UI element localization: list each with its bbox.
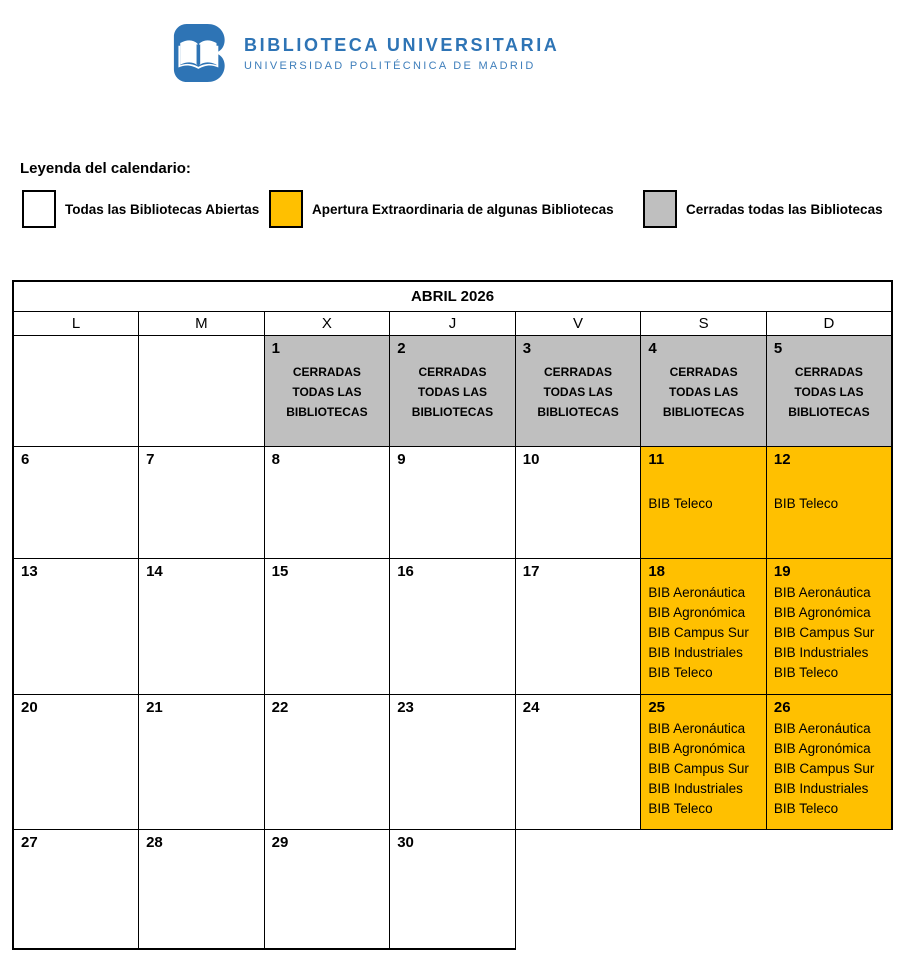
day-cell-15	[264, 559, 390, 695]
brand-subtitle: UNIVERSIDAD POLITÉCNICA DE MADRID	[244, 59, 536, 72]
day-cell-5	[766, 336, 892, 447]
day-number: 7	[146, 451, 155, 468]
day-number: 13	[21, 563, 38, 580]
open-library-item: BIB Campus Sur	[773, 625, 875, 640]
day-cell-3	[515, 336, 641, 447]
day-number: 23	[397, 699, 414, 716]
day-cell-24	[515, 695, 641, 830]
legend-item-open	[22, 190, 259, 228]
calendar-week-row-1	[13, 336, 892, 447]
closed-all-libraries-label: CERRADAS TODAS LAS BIBLIOTECAS	[411, 365, 494, 419]
day-number: 4	[648, 340, 657, 357]
calendar-table	[12, 280, 893, 950]
day-cell-7	[139, 447, 265, 559]
legend-swatch-closed	[643, 190, 677, 228]
brand-title: BIBLIOTECA UNIVERSITARIA	[244, 34, 560, 55]
weekday-header-J: J	[390, 312, 516, 336]
open-library-item: BIB Campus Sur	[648, 625, 749, 640]
closed-all-libraries-label: CERRADAS TODAS LAS BIBLIOTECAS	[788, 365, 870, 419]
open-library-item: BIB Campus Sur	[773, 761, 875, 776]
open-library-list	[641, 582, 766, 683]
weekday-header-X: X	[264, 312, 390, 336]
calendar-week-row-5	[13, 830, 892, 949]
day-number: 19	[773, 563, 791, 580]
day-cell-2	[390, 336, 516, 447]
open-library-list	[767, 582, 891, 683]
day-cell-28	[139, 830, 265, 949]
day-number: 14	[146, 563, 163, 580]
closed-all-libraries-label: CERRADAS TODAS LAS BIBLIOTECAS	[286, 365, 368, 419]
day-cell-14	[139, 559, 265, 695]
weekday-header-row	[13, 312, 892, 336]
legend-swatch-extraordinary	[269, 190, 303, 228]
weekday-header-D: D	[766, 312, 892, 336]
day-cell-9	[390, 447, 516, 559]
open-library-item: BIB Agronómica	[773, 741, 871, 756]
open-library-item: BIB Aeronáutica	[773, 585, 871, 600]
open-library-item: BIB Aeronáutica	[648, 721, 746, 736]
open-library-item: BIB Industriales	[773, 781, 869, 796]
legend-item-closed	[643, 190, 883, 228]
open-library-item: BIB Teleco	[648, 496, 713, 511]
day-number: 3	[522, 340, 532, 357]
day-cell-27	[13, 830, 139, 949]
open-library-item: BIB Aeronáutica	[648, 585, 746, 600]
weekday-header-V: V	[515, 312, 641, 336]
open-library-list	[767, 493, 891, 514]
day-cell-23	[390, 695, 516, 830]
day-number: 24	[522, 699, 540, 716]
legend-item-extraordinary	[269, 190, 614, 228]
open-library-item: BIB Agronómica	[648, 741, 746, 756]
day-number: 9	[397, 451, 406, 468]
day-cell-26	[766, 695, 892, 830]
weekday-header-L: L	[13, 312, 139, 336]
legend-swatch-open	[22, 190, 56, 228]
day-cell-29	[264, 830, 390, 949]
brand-header	[173, 22, 559, 84]
open-library-item: BIB Agronómica	[648, 605, 746, 620]
day-number: 22	[271, 699, 289, 716]
open-library-item: BIB Teleco	[773, 496, 839, 511]
day-cell-4	[641, 336, 767, 447]
day-number: 16	[397, 563, 414, 580]
day-cell-20	[13, 695, 139, 830]
day-number: 26	[773, 699, 791, 716]
legend-heading: Leyenda del calendario:	[20, 160, 191, 177]
day-number: 27	[21, 834, 38, 851]
day-number: 1	[271, 340, 280, 357]
day-number: 21	[146, 699, 163, 716]
day-cell-17	[515, 559, 641, 695]
day-number: 10	[522, 451, 540, 468]
day-cell-25	[641, 695, 767, 830]
day-cell-11	[641, 447, 767, 559]
legend-label-open: Todas las Bibliotecas Abiertas	[65, 201, 260, 217]
day-cell-18	[641, 559, 767, 695]
weekday-header-S: S	[641, 312, 767, 336]
day-number: 8	[271, 451, 280, 468]
day-number: 15	[271, 563, 289, 580]
library-logo-icon	[173, 22, 231, 84]
open-library-item: BIB Teleco	[773, 801, 839, 816]
day-cell-30	[390, 830, 516, 949]
day-number: 5	[773, 340, 783, 357]
cell-outside-month	[766, 830, 892, 949]
open-library-item: BIB Teleco	[648, 801, 713, 816]
day-cell-blank	[13, 336, 139, 447]
calendar-title-row	[13, 281, 892, 312]
day-number: 25	[648, 699, 665, 716]
open-library-item: BIB Industriales	[773, 645, 869, 660]
day-number: 17	[522, 563, 540, 580]
closed-all-libraries-label: CERRADAS TODAS LAS BIBLIOTECAS	[537, 365, 619, 419]
open-library-item: BIB Campus Sur	[648, 761, 749, 776]
open-library-item: BIB Industriales	[648, 781, 743, 796]
open-library-list	[641, 718, 766, 819]
day-number: 28	[146, 834, 163, 851]
cell-outside-month	[515, 830, 641, 949]
open-library-item: BIB Teleco	[773, 665, 839, 680]
day-cell-19	[766, 559, 892, 695]
calendar-week-row-3	[13, 559, 892, 695]
open-library-item: BIB Aeronáutica	[773, 721, 871, 736]
calendar-week-row-2	[13, 447, 892, 559]
cell-outside-month	[641, 830, 767, 949]
open-library-list	[767, 718, 891, 819]
day-cell-21	[139, 695, 265, 830]
day-cell-8	[264, 447, 390, 559]
day-number: 29	[271, 834, 289, 851]
legend-label-closed: Cerradas todas las Bibliotecas	[686, 201, 883, 217]
day-number: 18	[648, 563, 665, 580]
day-cell-blank	[139, 336, 265, 447]
open-library-item: BIB Teleco	[648, 665, 713, 680]
legend-label-extraordinary: Apertura Extraordinaria de algunas Bibliotecas	[312, 201, 614, 217]
calendar-month-title: ABRIL 2026	[13, 281, 892, 312]
day-cell-12	[766, 447, 892, 559]
day-cell-6	[13, 447, 139, 559]
closed-all-libraries-label: CERRADAS TODAS LAS BIBLIOTECAS	[662, 365, 745, 419]
open-library-list	[641, 493, 766, 514]
day-cell-1	[264, 336, 390, 447]
open-library-item: BIB Agronómica	[773, 605, 871, 620]
day-cell-13	[13, 559, 139, 695]
day-number: 2	[397, 340, 406, 357]
day-number: 20	[21, 699, 38, 716]
day-number: 12	[773, 451, 791, 468]
weekday-header-M: M	[139, 312, 265, 336]
calendar-week-row-4	[13, 695, 892, 830]
day-cell-22	[264, 695, 390, 830]
day-number: 6	[21, 451, 30, 468]
open-library-item: BIB Industriales	[648, 645, 743, 660]
day-cell-16	[390, 559, 516, 695]
brand-text	[244, 35, 559, 72]
day-cell-10	[515, 447, 641, 559]
day-number: 11	[648, 451, 665, 468]
day-number: 30	[397, 834, 414, 851]
